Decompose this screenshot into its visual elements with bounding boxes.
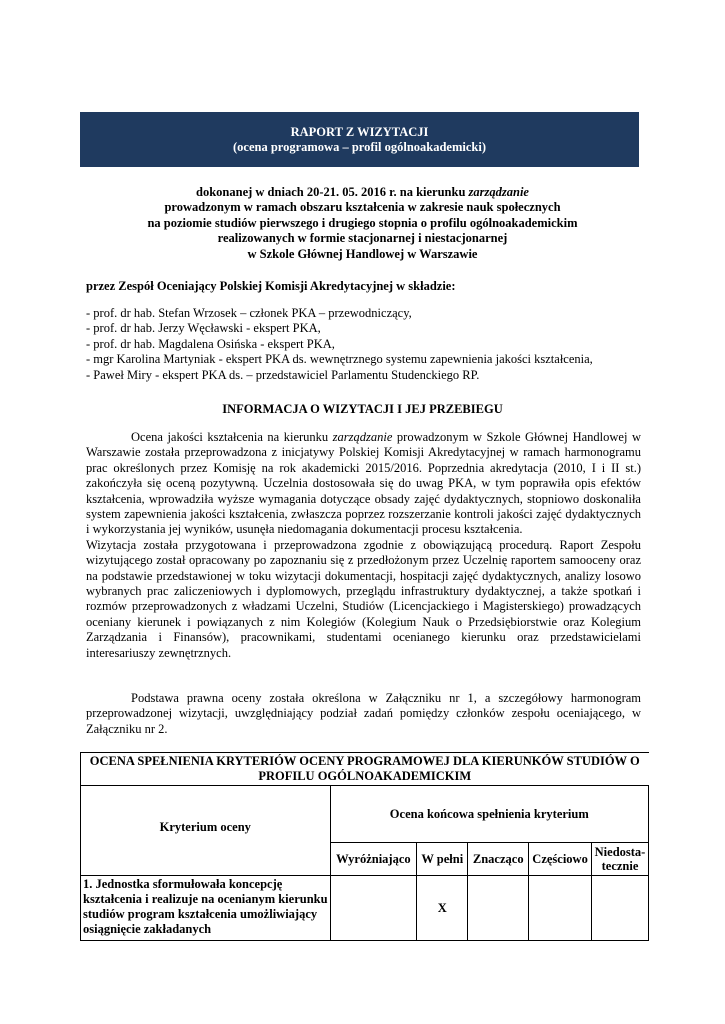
final-grade-header: Ocena końcowa spełnienia kryterium [330, 786, 648, 843]
team-intro: przez Zespół Oceniający Polskiej Komisji Akredytacyjnej w składzie: [86, 279, 456, 293]
visit-line-2: prowadzonym w ramach obszaru kształcenia w zakresie nauk społecznych [164, 200, 561, 215]
grade-cell [330, 876, 417, 941]
report-subtitle: (ocena programowa – profil ogólnoakademicki) [232, 140, 486, 154]
info-paragraph-3: Podstawa prawna oceny została określona w Załączniku nr 1, a szczegółowy harmonogram przeprowadzonej wizytacji, uwzględniający podział zadań pomiędzy członków zespołu oceniającego, w Załączniku nr 2. [86, 691, 641, 736]
criterion-header: Kryterium oceny [81, 786, 331, 876]
info-paragraph-2: Wizytacja została przygotowana i przeprowadzona zgodnie z obowiązującą procedurą. Raport Zespołu wizytującego został opracowany po zapoznaniu się z przedłożonym przez Uczelnię raportem samooceny oraz na podstawie przedstawionej w toku wizytacji dokumentacji, hospitacji zajęć dydaktycznych, analizy losowo wybranych prac zaliczeniowych i dyplomowych, przeglądu infrastruktury dydaktycznej, a także spotkań i rozmów przeprowadzonych z władzami Uczelni, Studiów (Licencjackiego i Magisterskiego) prowadzących oceniany kierunek i powiązanych z nim Kolegiów (Kolegium Nauk o Przedsiębiorstwie oraz Kolegium Zarządzania i Finansów), pracownikami, studentami ocenianego kierunku oraz przedstawicielami interesariuszy zewnętrznych. [86, 537, 641, 660]
table-row [81, 876, 649, 941]
section-heading: INFORMACJA O WIZYTACJI I JEJ PRZEBIEGU [222, 402, 503, 416]
info-paragraphs [86, 430, 641, 661]
grade-header: Znacząco [468, 843, 529, 876]
table-header-row [81, 786, 649, 843]
grade-cell: X [417, 876, 468, 941]
report-title: RAPORT Z WIZYTACJI [290, 125, 429, 139]
grade-header: W pełni [417, 843, 468, 876]
team-member: - prof. dr hab. Magdalena Osińska - ekspert PKA, [86, 336, 335, 351]
criteria-table [80, 752, 649, 941]
info-paragraph-1: Ocena jakości kształcenia na kierunku zarządzanie prowadzonym w Szkole Głównej Handlowej w Warszawie została przeprowadzona z inicjatywy Polskiej Komisji Akredytacyjnej w ramach harmonogramu prac określonych przez Komisję na rok akademicki 2015/2016. Poprzednia akredytacja (2010, I i II st.) zakończyła się oceną pozytywną. Uczelnia dostosowała się do uwag PKA, w tym poprawiła opis efektów kształcenia, wprowadziła wyższe wymagania dotyczące obsady zajęć dydaktycznych, stopniowo doskonaliła system zapewnienia jakości kształcenia, zwłaszcza poprzez rozszerzanie kontroli jakości zajęć dydaktycznych i wykorzystania jej wyników, usunęła niedomagania dokumentacji procesu kształcenia. [86, 430, 641, 537]
table-title: OCENA SPEŁNIENIA KRYTERIÓW OCENY PROGRAMOWEJ DLA KIERUNKÓW STUDIÓW O PROFILU OGÓLNOAKADEMICKIM [81, 753, 649, 786]
visit-line-4: realizowanych w formie stacjonarnej i niestacjonarnej [217, 231, 508, 246]
visit-line-5: w Szkole Głównej Handlowej w Warszawie [247, 246, 478, 261]
team-member: - prof. dr hab. Stefan Wrzosek – członek PKA – przewodniczący, [86, 306, 412, 320]
grade-header: Niedosta-tecznie [592, 843, 649, 876]
visit-line-1: dokonanej w dniach 20-21. 05. 2016 r. na kierunku zarządzanie [196, 185, 529, 199]
report-header [80, 112, 639, 167]
grade-cell [468, 876, 529, 941]
grade-header: Wyróżniająco [330, 843, 417, 876]
criterion-cell: 1. Jednostka sformułowała koncepcję kształcenia i realizuje na ocenianym kierunku studiów program kształcenia umożliwiający osiągnięcie zakładanych [81, 876, 331, 941]
visit-details [80, 185, 645, 262]
grade-cell [529, 876, 592, 941]
grade-cell [592, 876, 649, 941]
visit-line-3: na poziomie studiów pierwszego i drugiego stopnia o profilu ogólnoakademickim [147, 215, 578, 230]
team-member: - mgr Karolina Martyniak - ekspert PKA ds. wewnętrznego systemu zapewnienia jakości kształcenia, [86, 352, 593, 367]
team-list [86, 306, 641, 383]
team-member: - prof. dr hab. Jerzy Węcławski - ekspert PKA, [86, 321, 321, 336]
field-of-study: zarządzanie [468, 185, 529, 199]
team-member: - Paweł Miry - ekspert PKA ds. – przedstawiciel Parlamentu Studenckiego RP. [86, 367, 480, 382]
table-title-row [81, 753, 649, 786]
grade-header: Częściowo [529, 843, 592, 876]
